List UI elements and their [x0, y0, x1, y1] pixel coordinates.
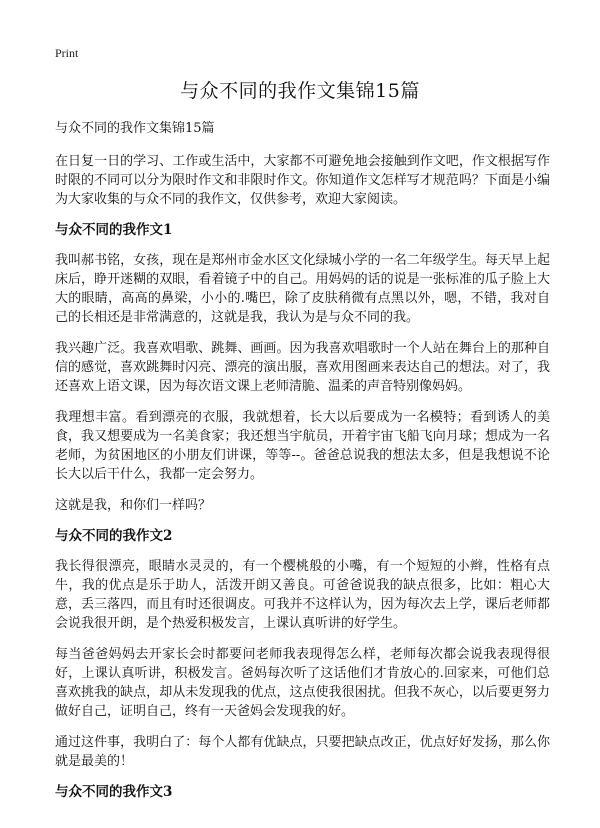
article-body	[55, 120, 550, 813]
paragraph: 每当爸爸妈妈去开家长会时都要问老师我表现得怎么样，老师每次都会说我表现得很好，上课认真听讲，积极发言。爸妈每次听了这话他们才肯放心的.回家来，可他们总喜欢挑我的缺点，却从未发现我的优点，这点使我很困扰。但我不灰心，以后要更努力做好自己，证明自己，终有一天爸妈会发现我的好。	[55, 647, 550, 719]
paragraph: 我叫郝书铭，女孩，现在是郑州市金水区文化绿城小学的一名二年级学生。每天早上起床后，睁开迷糊的双眼，看着镜子中的自己。用妈妈的话的说是一张标准的瓜子脸上大大的眼睛，高高的鼻梁，小小的.嘴巴，除了皮肤稍微有点黑以外，嗯，不错，我对自己的长相还是非常满意的，这就是我，我认为是与众不同的我。	[55, 253, 550, 325]
intro-paragraph: 在日复一日的学习、工作或生活中，大家都不可避免地会接触到作文吧，作文根据写作时限的不同可以分为限时作文和非限时作文。你知道作文怎样写才规范吗？下面是小编为大家收集的与众不同的我作文，仅供参考，欢迎大家阅读。	[55, 154, 550, 207]
document-title: 与众不同的我作文集锦15篇	[180, 80, 420, 102]
section-heading-3: 与众不同的我作文3	[55, 784, 173, 800]
paragraph: 我理想丰富。看到漂亮的衣服，我就想着，长大以后要成为一名模特；看到诱人的美食，我又想要成为一名美食家；我还想当宇航员，开着宇宙飞船飞向月球；想成为一名老师，为贫困地区的小朋友们讲课，等等--。爸爸总说我的想法太多，但是我想说不论长大以后干什么，我都一定会努力。	[55, 410, 550, 482]
paragraph: 通过这件事，我明白了：每个人都有优缺点，只要把缺点改正，优点好好发扬，那么你就是最美的！	[55, 735, 550, 769]
print-link[interactable]: Print	[55, 46, 79, 60]
paragraph: 我长得很漂亮，眼睛水灵灵的，有一个樱桃般的小嘴，有一个短短的小辫，性格有点牛，我的优点是乐于助人，活泼开朗又善良。可爸爸说我的缺点很多，比如：粗心大意，丢三落四，而且有时还很调皮。可我并不这样认为，因为每次去上学，课后老师都会说我很开朗，是个热爱积极发言，上课认真听讲的好学生。	[55, 559, 550, 631]
subtitle: 与众不同的我作文集锦15篇	[55, 121, 215, 136]
paragraph: 我兴趣广泛。我喜欢唱歌、跳舞、画画。因为我喜欢唱歌时一个人站在舞台上的那种自信的感觉，喜欢跳舞时闪亮、漂亮的演出服，喜欢用图画来表达自己的想法。对了，我还喜欢上语文课，因为每次语文课上老师清脆、温柔的声音特别像妈妈。	[55, 341, 550, 394]
section-heading-2: 与众不同的我作文2	[55, 528, 173, 544]
section-heading-1: 与众不同的我作文1	[55, 222, 173, 238]
paragraph: 这就是我，和你们一样吗？	[55, 498, 212, 513]
